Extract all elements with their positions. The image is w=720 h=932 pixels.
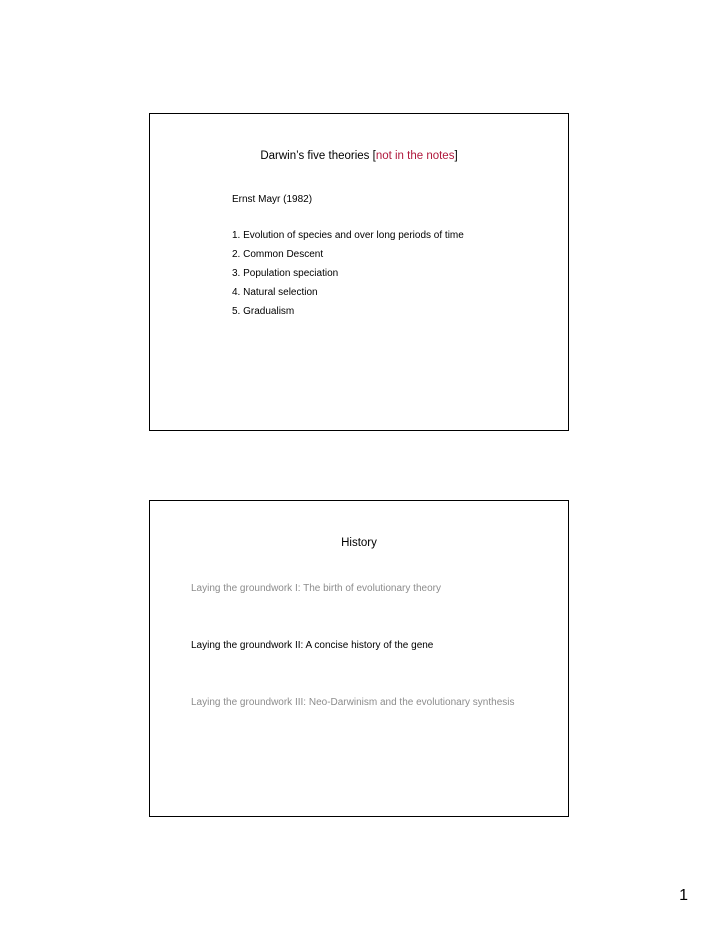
groundwork-item-2: Laying the groundwork II: A concise history of the gene xyxy=(191,640,434,651)
theory-item: 3. Population speciation xyxy=(232,268,339,279)
groundwork-item-1: Laying the groundwork I: The birth of evolutionary theory xyxy=(191,583,441,594)
slide-darwins-five-theories xyxy=(149,113,569,431)
slide-title: History xyxy=(341,537,377,549)
theory-item: 5. Gradualism xyxy=(232,306,295,317)
page-number: 1 xyxy=(679,887,688,904)
slide-history xyxy=(149,500,569,817)
not-in-notes-note: not in the notes xyxy=(375,150,455,162)
groundwork-item-3: Laying the groundwork III: Neo-Darwinism and the evolutionary synthesis xyxy=(191,697,515,708)
slide-title xyxy=(150,150,568,162)
theory-item: 1. Evolution of species and over long periods of time xyxy=(232,230,464,241)
title-close-bracket: ] xyxy=(454,150,458,162)
theory-list xyxy=(232,230,464,325)
theory-item: 2. Common Descent xyxy=(232,249,324,260)
title-text: Darwin’s five theories [ xyxy=(260,150,376,162)
author-citation: Ernst Mayr (1982) xyxy=(232,194,313,205)
theory-item: 4. Natural selection xyxy=(232,287,318,298)
